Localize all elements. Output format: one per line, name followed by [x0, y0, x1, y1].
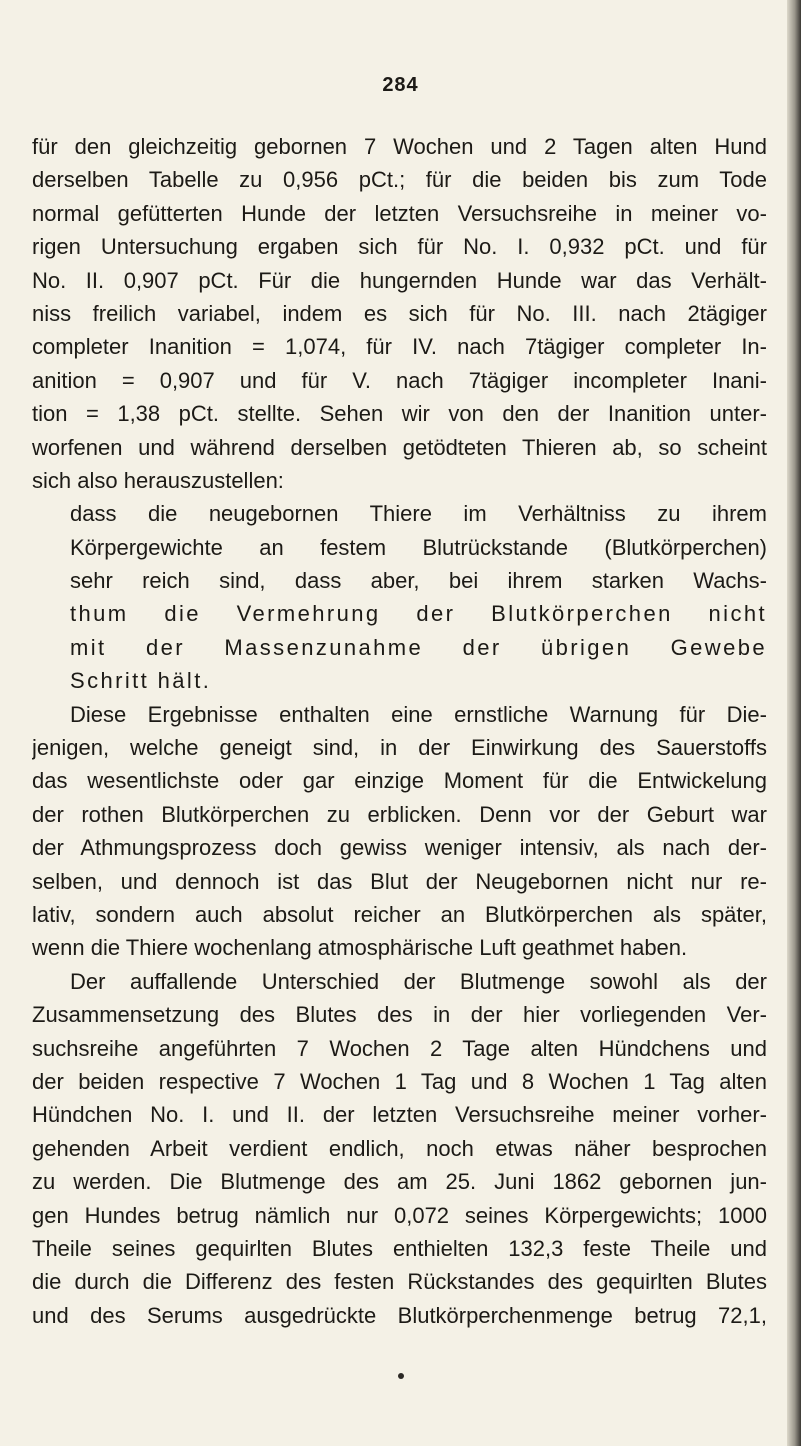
text-line: der Athmungsprozess doch gewiss weniger intensiv, als nach der- — [32, 835, 767, 861]
text-line: wenn die Thiere wochenlang atmosphärische Luft geathmet haben. — [32, 935, 688, 961]
text-line: sich also herauszustellen: — [32, 467, 284, 493]
text-line: die durch die Differenz des festen Rückstandes des gequirlten Blutes — [32, 1269, 767, 1295]
text-line: rigen Untersuchung ergaben sich für No. I. 0,932 pCt. und für — [32, 234, 767, 260]
text-line: lativ, sondern auch absolut reicher an Blutkörperchen als später, — [32, 901, 767, 927]
text-line: gehenden Arbeit verdient endlich, noch etwas näher besprochen — [32, 1135, 767, 1161]
text-line: suchsreihe angeführten 7 Wochen 2 Tage alten Hündchens und — [32, 1035, 767, 1061]
text-line: für den gleichzeitig gebornen 7 Wochen und 2 Tagen alten Hund — [32, 134, 767, 159]
print-speck — [398, 1373, 404, 1379]
paragraph-start-line: Diese Ergebnisse enthalten eine ernstliche Warnung für Die- — [70, 701, 767, 727]
text-line: das wesentlichste oder gar einzige Moment für die Entwickelung — [32, 768, 767, 794]
text-line: und des Serums ausgedrückte Blutkörperchenmenge betrug 72,1, — [32, 1302, 767, 1328]
text-line: anition = 0,907 und für V. nach 7tägiger incompleter Inani- — [32, 367, 767, 393]
body-text — [32, 130, 767, 1332]
text-line: derselben Tabelle zu 0,956 pCt.; für die beiden bis zum Tode — [32, 167, 767, 193]
paragraph-start-line: Der auffallende Unterschied der Blutmenge sowohl als der — [70, 968, 767, 994]
text-line: selben, und dennoch ist das Blut der Neugebornen nicht nur re- — [32, 868, 767, 894]
text-line: worfenen und während derselben getödteten Thieren ab, so scheint — [32, 434, 767, 460]
text-line: niss freilich variabel, indem es sich für No. III. nach 2tägiger — [32, 300, 767, 326]
emphasis-line: Schritt hält. — [70, 668, 212, 694]
text-line: normal gefütterten Hunde der letzten Versuchsreihe in meiner vo- — [32, 200, 767, 226]
text-line: completer Inanition = 1,074, für IV. nach 7tägiger completer In- — [32, 334, 767, 360]
text-line: zu werden. Die Blutmenge des am 25. Juni 1862 gebornen jun- — [32, 1169, 767, 1195]
text-line: Zusammensetzung des Blutes des in der hier vorliegenden Ver- — [32, 1002, 767, 1028]
text-line: No. II. 0,907 pCt. Für die hungernden Hunde war das Verhält- — [32, 267, 767, 293]
page-edge-shadow — [787, 0, 801, 1446]
text-line: Theile seines gequirlten Blutes enthielten 132,3 feste Theile und — [32, 1235, 767, 1261]
emphasis-line: dass die neugebornen Thiere im Verhältniss zu ihrem — [70, 501, 767, 527]
page-number: 284 — [382, 74, 419, 96]
emphasis-line: thum die Vermehrung der Blutkörperchen nicht — [70, 601, 767, 627]
emphasis-line: mit der Massenzunahme der übrigen Gewebe — [70, 634, 767, 660]
text-line: tion = 1,38 pCt. stellte. Sehen wir von den der Inanition unter- — [32, 401, 767, 427]
text-line: Hündchen No. I. und II. der letzten Versuchsreihe meiner vorher- — [32, 1102, 767, 1128]
emphasis-line: Körpergewichte an festem Blutrückstande (Blutkörperchen) — [70, 534, 767, 560]
emphasis-line: sehr reich sind, dass aber, bei ihrem starken Wachs- — [70, 568, 767, 594]
text-line: jenigen, welche geneigt sind, in der Einwirkung des Sauerstoffs — [32, 735, 767, 761]
text-line: der beiden respective 7 Wochen 1 Tag und 8 Wochen 1 Tag alten — [32, 1068, 767, 1094]
text-line: der rothen Blutkörperchen zu erblicken. Denn vor der Geburt war — [32, 801, 767, 827]
text-line: gen Hundes betrug nämlich nur 0,072 seines Körpergewichts; 1000 — [32, 1202, 767, 1228]
